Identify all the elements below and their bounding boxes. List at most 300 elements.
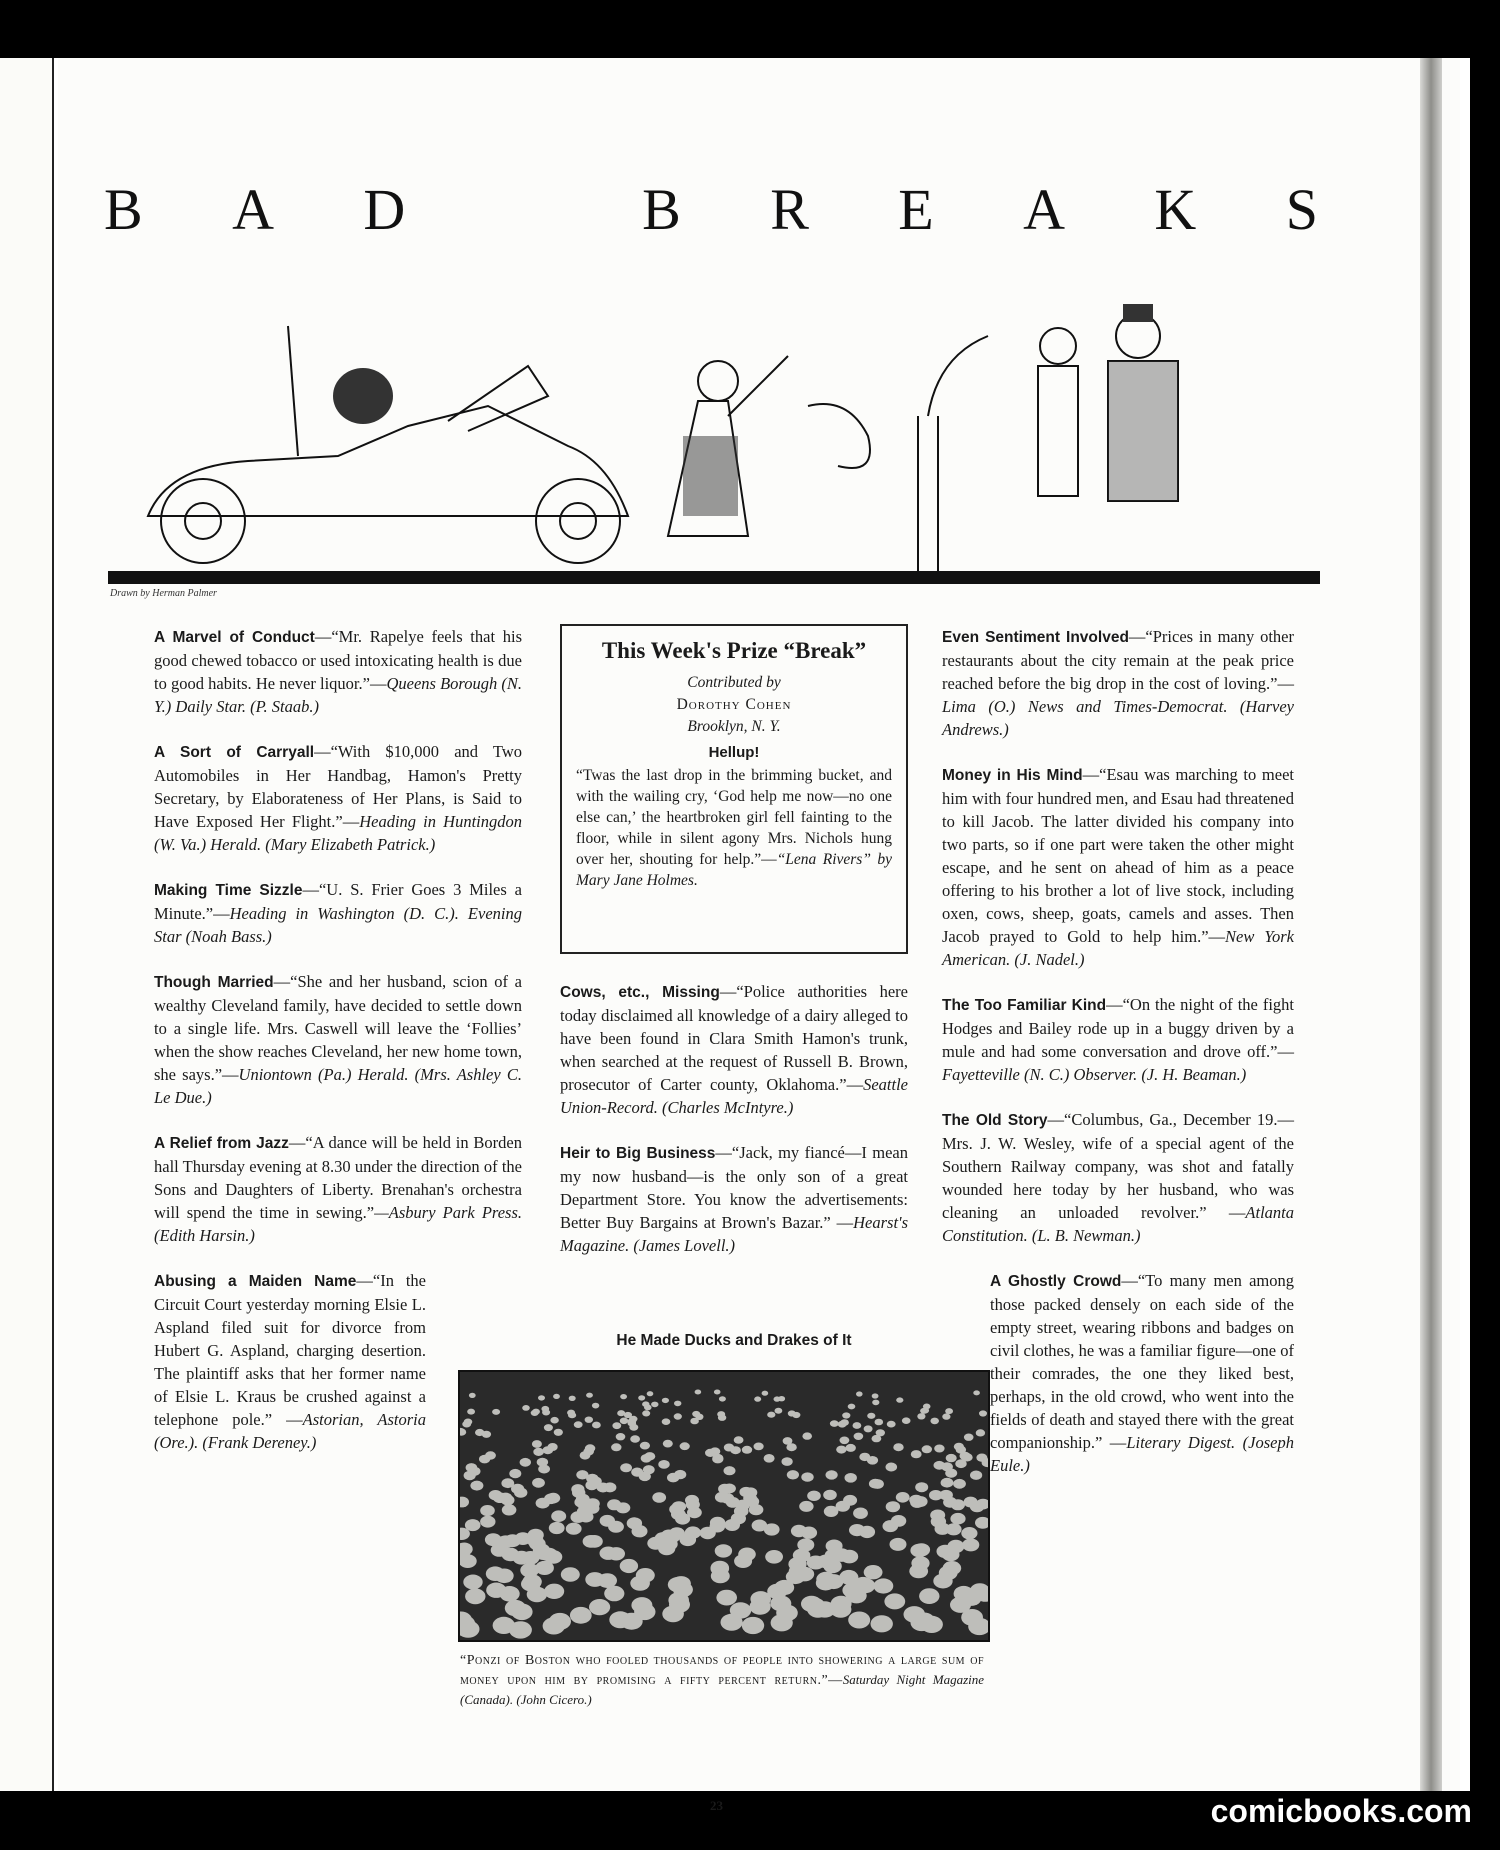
duck-mark [680,1442,690,1450]
duck-mark [570,1607,592,1624]
duck-mark [616,1433,626,1440]
duck-mark [467,1409,475,1415]
article-item [154,1131,522,1247]
duck-mark [620,1418,629,1425]
duck-mark [787,1470,799,1479]
duck-mark [535,1561,554,1575]
duck-mark [589,1476,602,1486]
duck-mark [943,1561,962,1575]
duck-mark [493,1617,515,1634]
duck-mark [522,1405,530,1411]
duck-mark [544,1584,564,1599]
duck-mark [840,1437,850,1445]
duck-mark [854,1433,864,1440]
duck-mark [836,1501,850,1512]
duck-mark [463,1575,482,1590]
article-item [154,878,522,948]
duck-mark [975,1517,990,1529]
duck-mark [550,1417,558,1424]
article-heading: Even Sentiment Involved [942,629,1129,646]
duck-mark [968,1618,990,1635]
duck-mark [896,1492,910,1503]
duck-mark [719,1396,726,1401]
duck-mark [754,1396,761,1401]
duck-mark [864,1425,873,1432]
article-source: New York American. (J. Nadel.) [942,927,1294,969]
duck-mark [724,1466,736,1475]
duck-mark [718,1484,731,1494]
duck-mark [642,1401,649,1407]
duck-mark [807,1491,821,1501]
article-heading: Abusing a Maiden Name [154,1273,357,1290]
duck-mark [765,1550,783,1564]
duck-mark [543,1446,554,1454]
duck-mark [532,1478,545,1488]
duck-mark [680,1533,697,1546]
duck-mark [469,1393,476,1398]
article-heading: A Sort of Carryall [154,744,315,761]
duck-mark [710,1517,725,1529]
article-source: Queens Borough (N. Y.) Daily Star. (P. Staab.) [154,674,522,716]
duck-mark [950,1513,965,1525]
title-letter: A [1023,177,1068,242]
duck-mark [574,1497,588,1508]
title-letter: B [642,177,683,242]
duck-mark [711,1562,730,1576]
duck-mark [911,1450,922,1458]
duck-mark [887,1421,896,1428]
duck-mark [513,1551,531,1565]
duck-mark [724,1444,734,1452]
duck-mark [886,1501,900,1512]
prize-contributor: Dorothy Cohen [676,696,792,713]
article-text: —“On the night of the fight Hodges and Bailey rode up in a buggy driven by a mule and had some conversation and drove off.”— [942,995,1294,1061]
article-source: Heading in Washington (D. C.). Evening Star (Noah Bass.) [154,904,522,946]
duck-mark [465,1588,485,1604]
duck-mark [695,1390,702,1395]
article-heading: The Too Familiar Kind [942,997,1107,1014]
prize-text [576,765,892,891]
article-heading: Making Time Sizzle [154,882,303,899]
duck-mark [532,1409,540,1415]
duck-mark [871,1615,893,1632]
duck-mark [791,1525,807,1537]
duck-mark [464,1471,476,1480]
duck-mark [782,1457,793,1466]
article-text: —“With $10,000 and Two Automobiles in Her Handbag, Hamon's Pretty Secretary, by Elaborateness of Her Plans, is Said to Have Exposed Her Flight.”— [154,742,522,831]
duck-mark [620,1559,638,1573]
article-item [154,1269,426,1454]
duck-mark [917,1413,925,1419]
duck-mark [561,1567,580,1582]
duck-mark [816,1576,836,1591]
duck-mark [839,1570,858,1585]
duck-mark [754,1443,764,1451]
duck-mark [913,1613,935,1630]
duck-mark [521,1577,541,1592]
illustration-credit: Drawn by Herman Palmer [110,588,217,599]
duck-mark [489,1490,503,1500]
title-letter: S [1285,177,1320,242]
duck-mark [549,1522,565,1534]
duck-mark [845,1473,857,1483]
duck-mark [883,1520,899,1532]
article-heading: A Ghostly Crowd [990,1273,1122,1290]
duck-mark [771,1614,793,1631]
duck-mark [631,1468,643,1477]
duck-mark [638,1395,645,1400]
article-source: Lima (O.) News and Times-Democrat. (Harvey Andrews.) [942,697,1294,739]
duck-mark [566,1523,582,1535]
duck-mark [890,1538,907,1551]
duck-mark [636,1568,655,1583]
duck-mark [551,1510,566,1522]
duck-mark [778,1396,785,1401]
article-item [560,1141,908,1257]
duck-mark [700,1527,716,1539]
duck-mark [669,1504,684,1515]
duck-mark [872,1393,879,1398]
title-letter: K [1154,177,1199,242]
duck-mark [475,1429,484,1436]
ducks-photo [458,1370,990,1642]
prize-subheading: Hellup! [708,744,760,761]
duck-mark [764,1454,775,1463]
duck-mark [480,1505,495,1516]
column-right [942,625,1294,1499]
article-source: Literary Digest. (Joseph Eule.) [990,1433,1294,1475]
page-spine-shadow [1420,58,1442,1791]
article-text: —“Jack, my fiancé—I mean my now husband—is the only son of a great Department Store. You know the advertisements: Better Buy Bargains at Brown's Bazar.” — [560,1143,908,1232]
article-item [942,763,1294,971]
duck-mark [620,1394,627,1399]
duck-mark [919,1588,939,1604]
duck-mark [520,1458,531,1467]
duck-mark [930,1510,945,1521]
duck-mark [480,1516,495,1528]
duck-mark [788,1410,796,1416]
duck-mark [739,1487,752,1497]
duck-mark [628,1420,637,1427]
duck-mark [642,1410,650,1416]
article-item [990,1269,1294,1477]
duck-mark [527,1534,544,1547]
duck-mark [734,1436,744,1444]
duck-mark [788,1557,806,1571]
duck-mark [872,1435,882,1442]
duck-mark [607,1499,621,1510]
duck-mark [717,1411,725,1417]
duck-mark [923,1404,931,1410]
duck-mark [869,1479,882,1489]
duck-mark [801,1472,813,1481]
duck-mark [714,1390,721,1395]
duck-mark [620,1463,632,1472]
page-title [104,176,1320,243]
article-heading: Cows, etc., Missing [560,984,720,1001]
title-letter: R [770,177,811,242]
duck-mark [537,1458,548,1467]
duck-mark [867,1413,875,1419]
duck-mark [807,1556,825,1570]
duck-mark [544,1424,553,1431]
photo-caption [460,1650,984,1709]
duck-mark [662,1606,684,1623]
duck-mark [640,1442,650,1450]
previous-page-edge [0,58,54,1791]
duck-mark [662,1398,669,1403]
duck-mark [710,1447,721,1455]
duck-mark [658,1460,669,1469]
duck-mark [767,1412,775,1418]
duck-mark [592,1422,601,1429]
duck-mark [585,1444,595,1452]
duck-mark [608,1521,624,1533]
article-item [560,980,908,1119]
duck-mark [501,1478,514,1488]
article-heading: The Old Story [942,1112,1048,1129]
duck-mark [546,1493,560,1504]
title-letter: A [232,177,276,242]
duck-mark [495,1569,514,1584]
duck-mark [826,1470,838,1479]
duck-mark [848,1404,856,1410]
duck-mark [896,1397,903,1402]
duck-mark [502,1504,517,1515]
article-item [942,993,1294,1086]
duck-mark [742,1617,764,1634]
cartoon-illustration [108,286,1320,586]
duck-mark [674,1401,681,1407]
duck-mark [830,1420,839,1427]
duck-mark [833,1548,851,1562]
duck-mark [848,1612,870,1629]
duck-mark [715,1544,732,1557]
duck-mark [686,1499,700,1510]
article-text: —“Prices in many other restaurants about the city remain at the peak price reached before the big drop in the cost of loving.”— [942,627,1295,693]
article-heading: Money in His Mind [942,767,1083,784]
duck-mark [970,1501,984,1512]
duck-mark [849,1524,865,1536]
prize-quote: “Twas the last drop in the brimming bucket, and with the wailing cry, ‘God help me now—no one else can,’ the heartbroken girl fell fainting to the floor, while in silent agony Mrs. Nichols hung over her, shouting for help.”— [576,767,892,868]
page-number: 23 [710,1798,723,1813]
duck-mark [492,1409,500,1415]
article-text: —“A dance will be held in Borden hall Thursday evening at 8.30 under the direction of the Sons and Daughters of Liberty. Brenahan's orchestra will spend the time in sewing.” [154,1133,522,1222]
article-source: Uniontown (Pa.) Herald. (Mrs. Ashley C. Le Due.) [154,1065,522,1107]
duck-mark [479,1455,490,1464]
duck-mark [902,1417,911,1424]
duck-mark [554,1429,563,1436]
duck-mark [910,1497,924,1508]
duck-mark [859,1453,870,1461]
caption-text: “Ponzi of Boston who fooled thousands of people into showering a large sum of money upon him by promising a fifty percent return.”— [460,1653,984,1688]
duck-mark [836,1446,846,1454]
duck-mark [716,1590,737,1606]
article-source: Seattle Union-Record. (Charles McIntyre.) [560,1075,908,1117]
duck-mark [830,1601,851,1617]
article-item [154,740,522,856]
article-heading: A Marvel of Conduct [154,629,315,646]
duck-mark [662,1418,671,1425]
duck-mark [884,1593,905,1609]
duck-mark [786,1570,805,1585]
prize-source: “Lena Rivers” by Mary Jane Holmes. [576,851,892,889]
duck-mark [864,1565,883,1579]
duck-mark [738,1548,756,1562]
duck-mark [586,1535,603,1548]
duck-mark [643,1465,655,1474]
duck-mark [724,1519,740,1531]
prize-contributed-label: Contributed by [687,674,781,691]
duck-mark [799,1501,813,1512]
duck-mark [802,1432,812,1439]
article-item [942,625,1294,741]
duck-mark [464,1419,473,1426]
prize-break-box [560,624,908,954]
article-text: —“In the Circuit Court yesterday morning Elsie L. Aspland filed suit for divorce from Hubert G. Aspland, charging desertion. The plaintiff asks that her former name of Elsie L. Kraus be crushed against a telephone pole.” — [154,1271,426,1429]
duck-mark [543,1617,565,1634]
duck-mark [585,1417,593,1423]
duck-mark [568,1412,576,1418]
duck-mark [553,1394,560,1399]
duck-mark [586,1393,593,1398]
duck-mark [872,1400,879,1406]
duck-mark [913,1543,930,1556]
duck-mark [762,1391,769,1396]
duck-mark [589,1599,610,1615]
article-source: Hearst's Magazine. (James Lovell.) [560,1213,908,1255]
prize-heading: This Week's Prize “Break” [601,638,867,663]
duck-mark [874,1578,894,1593]
duck-mark [853,1508,868,1519]
duck-mark [823,1490,837,1500]
duck-mark [612,1422,621,1429]
duck-mark [946,1523,962,1535]
duck-mark [661,1538,678,1551]
article-item [154,970,522,1109]
duck-mark [930,1418,939,1425]
article-heading: A Relief from Jazz [154,1135,289,1152]
article-source: Heading in Huntingdon (W. Va.) Herald. (Mary Elizabeth Patrick.) [154,812,522,854]
duck-mark [607,1547,625,1560]
duck-mark [609,1611,631,1628]
duck-mark [571,1511,586,1523]
duck-mark [961,1527,977,1539]
column-left [154,625,522,1476]
article-text: —“Columbus, Ga., December 19.—Mrs. J. W. Wesley, wife of a special agent of the Southern Railway company, was shot and fatally wounded here today by her husband, who was cleaning an unloaded revolver.” — [942,1110,1294,1222]
duck-mark [572,1488,585,1498]
site-watermark: comicbooks.com [1210,1793,1472,1829]
duck-mark [730,1602,751,1618]
prize-place: Brooklyn, N. Y. [687,718,781,735]
duck-mark [569,1396,576,1401]
duck-mark [611,1443,621,1451]
article-source: Atlanta Constitution. (L. B. Newman.) [942,1203,1294,1245]
duck-mark [893,1443,903,1451]
duck-mark [532,1440,542,1448]
article-text: —“To many men among those packed densely on each side of the empty street, wearing ribbons and badges on civil clothes, he was a familiar figure—one of their comrades, the one they liked best, perhaps, in the old crowd, who went into the fields of death and stayed there with the great companionship.” — [990,1271,1294,1452]
article-source: Astorian, Astoria (Ore.). (Frank Dereney.) [154,1410,426,1452]
duck-mark [846,1444,856,1452]
article-source: —Asbury Park Press. (Edith Harsin.) [154,1203,522,1245]
duck-mark [838,1421,847,1428]
article-heading: Heir to Big Business [560,1145,716,1162]
article-text: —“Esau was marching to meet him with four hundred men, and Esau had threatened to kill Jacob. The latter divided his company into two parts, so if one part were taken the other might escape, and he sent on ahead of him as a peace offering to his brother a lot of live stock, including oxen, cows, sheep, goats, camels and asses. Then Jacob prayed to Gold to help him.”— [942,765,1294,946]
title-letter: E [898,177,936,242]
duck-mark [491,1543,508,1556]
article-heading: Though Married [154,974,274,991]
duck-mark [764,1523,780,1535]
article-source: Fayetteville (N. C.) Observer. (J. H. Beaman.) [942,1065,1247,1084]
duck-mark [856,1391,863,1396]
duck-mark [641,1454,652,1463]
duck-mark [801,1596,822,1612]
duck-mark [538,1395,545,1400]
duck-mark [875,1419,884,1426]
duck-mark [470,1481,483,1491]
duck-mark [770,1595,791,1611]
duck-mark [533,1448,544,1456]
duck-mark [886,1463,898,1472]
duck-mark [574,1421,583,1428]
duck-mark [652,1492,666,1503]
duck-mark [842,1412,850,1418]
article-text: —“She and her husband, scion of a wealthy Cleveland family, have decided to settle down to a single life. Mrs. Caswell will leave the ‘Follies’ when the show reaches Cleveland, her new home town, she says.”— [154,972,523,1084]
duck-mark [775,1408,783,1414]
caption-source: Saturday Night Magazine (Canada). (John Cicero.) [460,1672,985,1707]
duck-mark [592,1403,599,1409]
duck-mark [674,1413,682,1419]
title-letter: D [363,177,408,242]
duck-mark [667,1473,679,1483]
duck-mark [509,1469,521,1478]
duck-mark [604,1586,624,1602]
article-text: —“Police authorities here today disclaimed all knowledge of a dairy alleged to have been found in Clara Smith Hamon's trunk, when searched at the request of Russell B. Brown, prosecutor of Carter county, Oklahoma.”— [560,982,908,1094]
duck-mark [663,1440,673,1448]
duck-mark [673,1582,693,1597]
duck-mark [742,1446,752,1454]
duck-mark [915,1482,928,1492]
duck-mark [634,1604,655,1621]
duck-mark [647,1391,654,1396]
duck-mark [922,1445,932,1453]
duck-mark [632,1525,648,1537]
duck-mark [541,1406,549,1412]
duck-mark [783,1437,793,1445]
duck-mark [855,1578,875,1593]
duck-mark [947,1540,964,1553]
duck-mark [511,1604,532,1621]
duck-mark [692,1411,700,1417]
column-middle [560,980,908,1279]
title-letter: B [104,177,145,242]
duck-mark [624,1412,632,1418]
duck-mark [797,1538,814,1551]
article-text: —“U. S. Frier Goes 3 Miles a Minute.”— [154,880,522,923]
duck-mark [911,1556,929,1570]
duck-mark [962,1538,979,1551]
article-item [942,1108,1294,1247]
duck-mark [486,1583,506,1598]
duck-mark [736,1500,750,1511]
duck-mark [954,1586,974,1602]
duck-mark [853,1422,862,1429]
article-item [154,625,522,718]
duck-mark [514,1488,527,1498]
duck-mark [651,1402,658,1408]
duck-mark [630,1435,640,1443]
photo-heading: He Made Ducks and Drakes of It [616,1332,852,1349]
